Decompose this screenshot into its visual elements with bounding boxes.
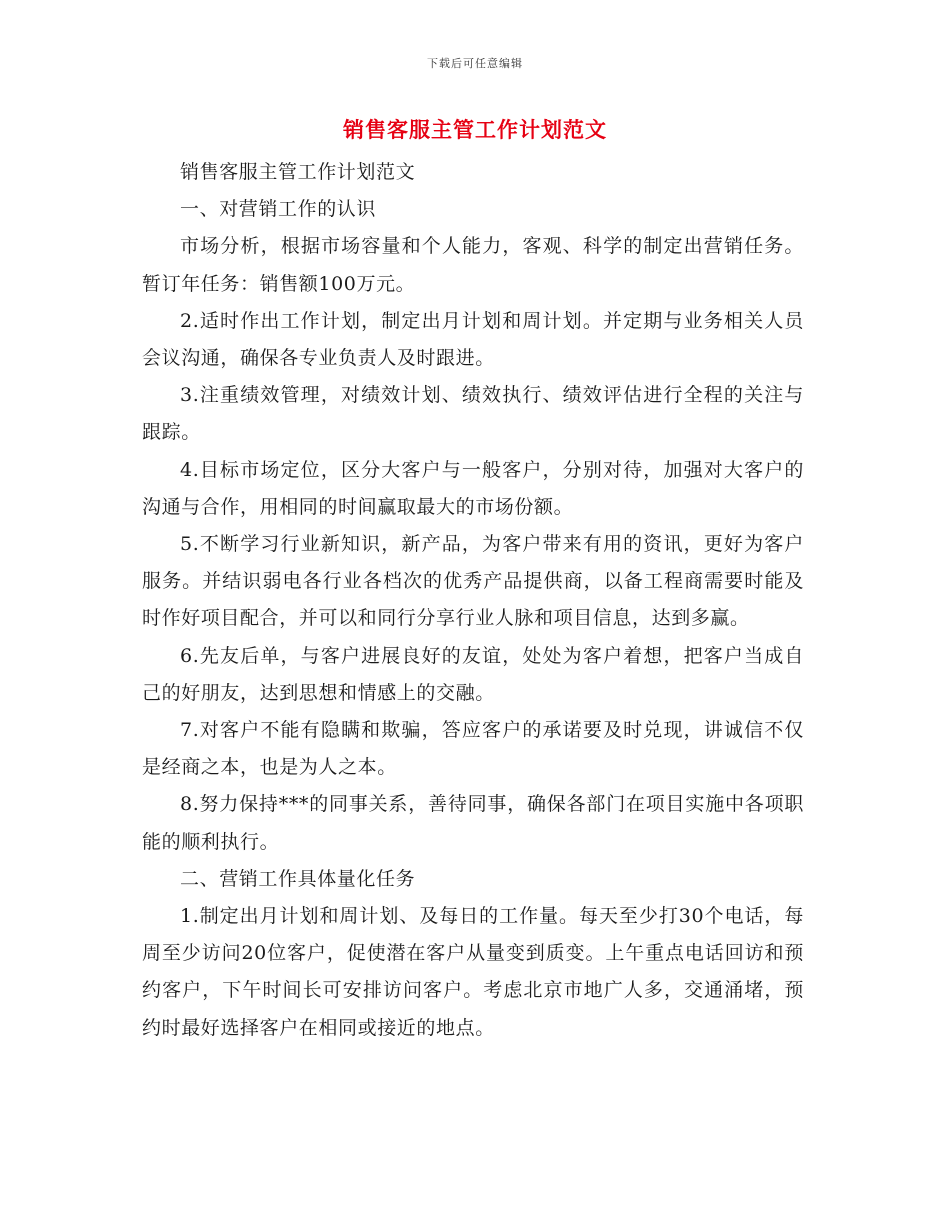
paragraph: 1.制定出月计划和周计划、及每日的工作量。每天至少打30个电话，每周至少访问20位客户，促使潜在客户从量变到质变。上午重点电话回访和预约客户，下午时间长可安排访问客户。考虑北京市地广人多，交通涌堵，预约时最好选择客户在相同或接近的地点。 [142,905,804,1039]
paragraph: 2.适时作出工作计划，制定出月计划和周计划。并定期与业务相关人员会议沟通，确保各专业负责人及时跟进。 [142,309,804,370]
paragraph: 4.目标市场定位，区分大客户与一般客户，分别对待，加强对大客户的沟通与合作，用相同的时间赢取最大的市场份额。 [142,458,804,518]
paragraph: 8.努力保持***的同事关系，善待同事，确保各部门在项目实施中各项职能的顺利执行。 [142,793,804,853]
document-body [142,154,804,1047]
paragraph: 市场分析，根据市场容量和个人能力，客观、科学的制定出营销任务。暂订年任务：销售额100万元。 [142,235,804,295]
paragraph: 7.对客户不能有隐瞒和欺骗，答应客户的承诺要及时兑现，讲诚信不仅是经商之本，也是为人之本。 [142,719,804,779]
document-title: 销售客服主管工作计划范文 [343,118,607,142]
paragraph: 6.先友后单，与客户进展良好的友谊，处处为客户着想，把客户当成自己的好朋友，达到思想和情感上的交融。 [142,644,804,704]
paragraph: 销售客服主管工作计划范文 [180,161,416,183]
paragraph: 3.注重绩效管理，对绩效计划、绩效执行、绩效评估进行全程的关注与跟踪。 [142,384,804,444]
paragraph: 5.不断学习行业新知识，新产品，为客户带来有用的资讯，更好为客户服务。并结识弱电各行业各档次的优秀产品提供商，以备工程商需要时能及时作好项目配合，并可以和同行分享行业人脉和项目信息，达到多赢。 [142,533,804,630]
section-heading: 二、营销工作具体量化任务 [180,867,416,890]
header-note: 下载后可任意编辑 [427,57,523,70]
section-heading: 一、对营销工作的认识 [180,198,377,221]
